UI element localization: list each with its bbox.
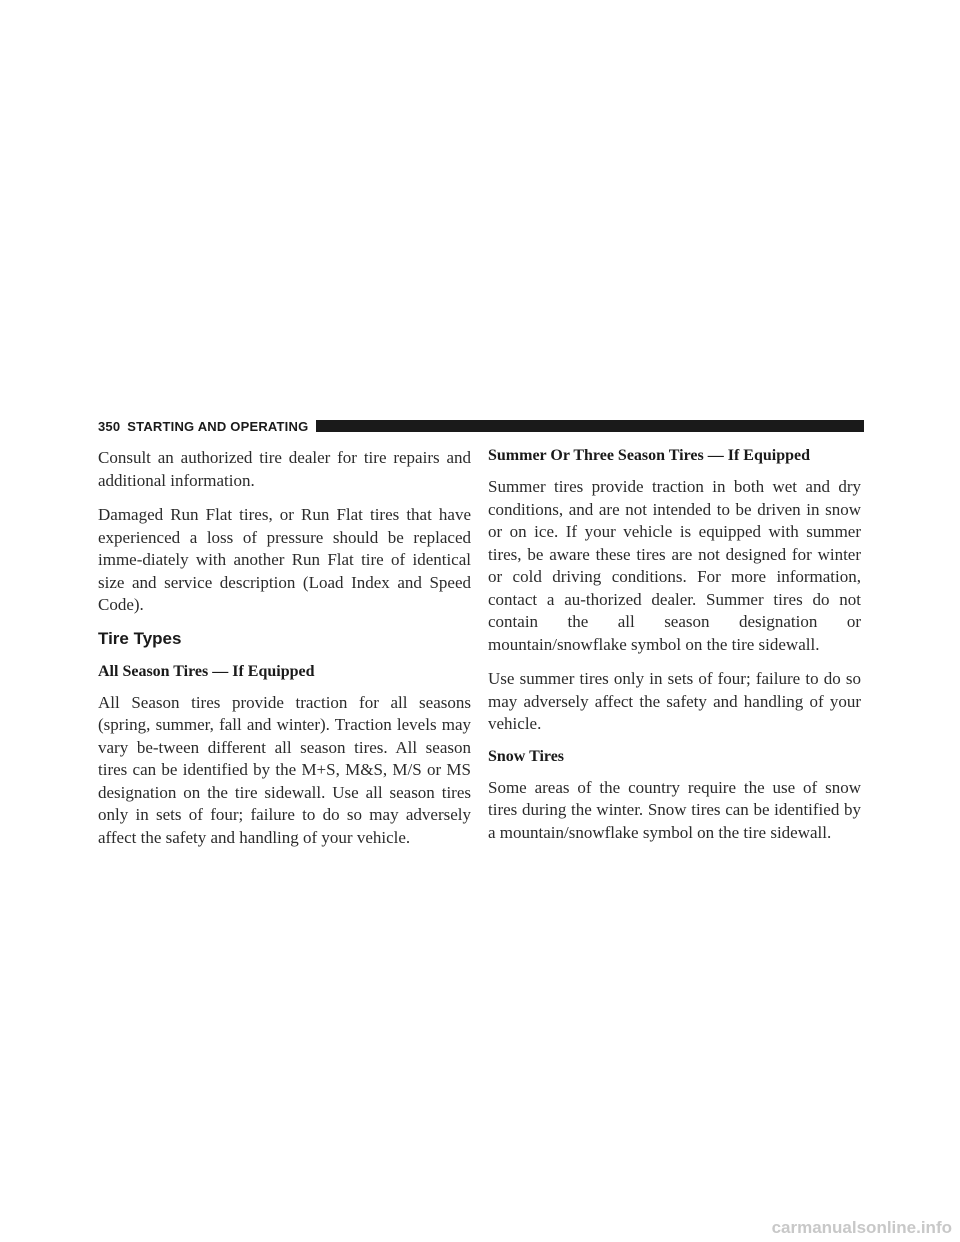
right-column [488,447,861,856]
watermark: carmanualsonline.info [771,1218,952,1237]
page-header [98,418,864,434]
paragraph-consult-dealer: Consult an authorized tire dealer for tire repairs and additional information. [98,448,471,490]
heading-tire-types: Tire Types [98,628,182,648]
paragraph-run-flat: Damaged Run Flat tires, or Run Flat tires that have experienced a loss of pressure should be replaced imme-diately with another Run Flat tire of identical size and service description (Load Index and Speed Code). [98,505,471,614]
paragraph-summer-sets: Use summer tires only in sets of four; failure to do so may adversely affect the safety and handling of your vehicle. [488,669,861,733]
heading-snow-tires: Snow Tires [488,747,565,765]
paragraph-all-season: All Season tires provide traction for all seasons (spring, summer, fall and winter). Traction levels may vary be-tween different all season tires. All season tires can be identified by the M+S, M&S, M/S or MS designation on the tire sidewall. Use all season tires only in sets of four; failure to do so may adversely affect the safety and handling of your vehicle. [98,692,471,847]
paragraph-snow-tires: Some areas of the country require the use of snow tires during the winter. Snow tires can be identified by a mountain/snowflake symbol on the tire sidewall. [488,777,861,842]
header-rule [316,420,864,432]
left-column [98,447,471,861]
page-number: 350 [98,418,121,434]
heading-all-season-tires: All Season Tires — If Equipped [98,662,315,680]
paragraph-summer-tires: Summer tires provide traction in both wet and dry conditions, and are not intended to be driven in snow or on ice. If your vehicle is equipped with summer tires, be aware these tires are not designed for winter or cold driving conditions. For more information, contact a au-thorized dealer. Summer tires do not contain the all season designation or mountain/snowflake symbol on the tire sidewall. [488,477,861,654]
section-title: STARTING AND OPERATING [127,418,309,434]
heading-summer-tires: Summer Or Three Season Tires — If Equipped [488,447,810,464]
